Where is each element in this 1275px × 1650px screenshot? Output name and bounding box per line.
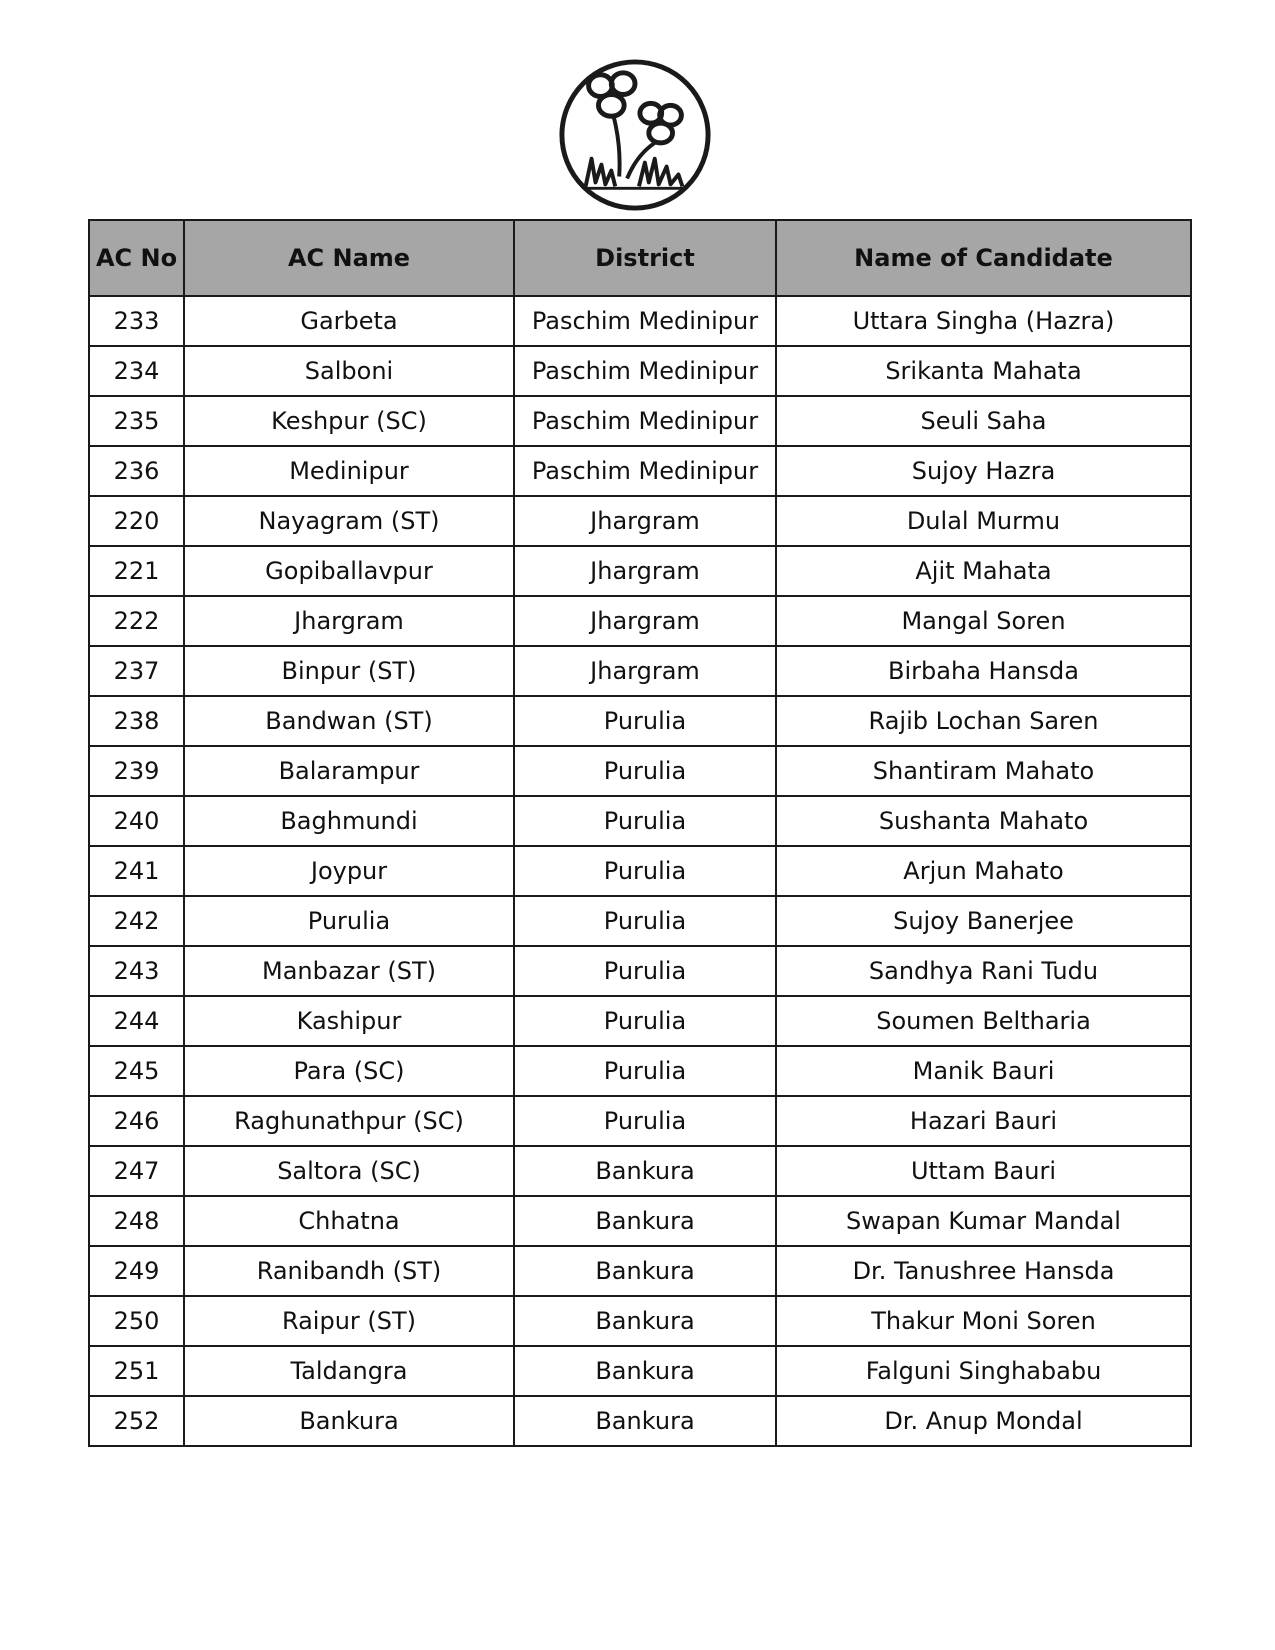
cell-district: Bankura: [514, 1146, 776, 1196]
cell-ac-no: 251: [89, 1346, 184, 1396]
table-row: [89, 396, 1191, 446]
cell-ac-no: 239: [89, 746, 184, 796]
cell-ac-no: 249: [89, 1246, 184, 1296]
cell-ac-name: Taldangra: [184, 1346, 514, 1396]
cell-district: Paschim Medinipur: [514, 346, 776, 396]
cell-district: Bankura: [514, 1296, 776, 1346]
cell-ac-no: 241: [89, 846, 184, 896]
table-row: [89, 1246, 1191, 1296]
cell-ac-name: Binpur (ST): [184, 646, 514, 696]
cell-district: Purulia: [514, 746, 776, 796]
cell-ac-name: Bandwan (ST): [184, 696, 514, 746]
cell-ac-no: 233: [89, 296, 184, 346]
cell-candidate: Dulal Murmu: [776, 496, 1191, 546]
cell-candidate: Ajit Mahata: [776, 546, 1191, 596]
cell-ac-name: Garbeta: [184, 296, 514, 346]
cell-candidate: Uttara Singha (Hazra): [776, 296, 1191, 346]
cell-ac-name: Saltora (SC): [184, 1146, 514, 1196]
cell-district: Bankura: [514, 1346, 776, 1396]
table-header: [89, 220, 1191, 296]
cell-candidate: Falguni Singhababu: [776, 1346, 1191, 1396]
table-row: [89, 1296, 1191, 1346]
table-body: [89, 296, 1191, 1446]
table-row: [89, 446, 1191, 496]
cell-candidate: Sujoy Hazra: [776, 446, 1191, 496]
table-row: [89, 596, 1191, 646]
cell-ac-no: 221: [89, 546, 184, 596]
cell-ac-no: 238: [89, 696, 184, 746]
column-header-ac-no: AC No: [89, 220, 184, 296]
cell-candidate: Dr. Anup Mondal: [776, 1396, 1191, 1446]
cell-ac-no: 236: [89, 446, 184, 496]
table-row: [89, 1196, 1191, 1246]
cell-district: Bankura: [514, 1396, 776, 1446]
cell-candidate: Sujoy Banerjee: [776, 896, 1191, 946]
table-row: [89, 546, 1191, 596]
cell-district: Purulia: [514, 796, 776, 846]
cell-ac-name: Chhatna: [184, 1196, 514, 1246]
cell-candidate: Srikanta Mahata: [776, 346, 1191, 396]
cell-ac-no: 247: [89, 1146, 184, 1196]
cell-ac-no: 245: [89, 1046, 184, 1096]
cell-ac-name: Nayagram (ST): [184, 496, 514, 546]
cell-ac-name: Raipur (ST): [184, 1296, 514, 1346]
cell-district: Purulia: [514, 946, 776, 996]
table-row: [89, 746, 1191, 796]
cell-district: Purulia: [514, 996, 776, 1046]
cell-candidate: Soumen Beltharia: [776, 996, 1191, 1046]
table-row: [89, 846, 1191, 896]
cell-ac-no: 252: [89, 1396, 184, 1446]
table-row: [89, 1346, 1191, 1396]
cell-district: Purulia: [514, 846, 776, 896]
cell-ac-no: 237: [89, 646, 184, 696]
table-row: [89, 496, 1191, 546]
cell-ac-no: 234: [89, 346, 184, 396]
cell-candidate: Hazari Bauri: [776, 1096, 1191, 1146]
cell-district: Purulia: [514, 1046, 776, 1096]
cell-district: Jhargram: [514, 596, 776, 646]
cell-district: Purulia: [514, 696, 776, 746]
cell-district: Purulia: [514, 1096, 776, 1146]
twin-flowers-emblem-icon: [554, 56, 716, 214]
cell-ac-name: Gopiballavpur: [184, 546, 514, 596]
cell-ac-name: Joypur: [184, 846, 514, 896]
table-header-row: [89, 220, 1191, 296]
table-row: [89, 1146, 1191, 1196]
cell-candidate: Sushanta Mahato: [776, 796, 1191, 846]
cell-ac-name: Manbazar (ST): [184, 946, 514, 996]
column-header-district: District: [514, 220, 776, 296]
cell-ac-no: 248: [89, 1196, 184, 1246]
cell-district: Paschim Medinipur: [514, 296, 776, 346]
cell-ac-no: 244: [89, 996, 184, 1046]
table-row: [89, 946, 1191, 996]
cell-ac-no: 235: [89, 396, 184, 446]
table-row: [89, 796, 1191, 846]
table-row: [89, 1046, 1191, 1096]
cell-candidate: Thakur Moni Soren: [776, 1296, 1191, 1346]
table-row: [89, 646, 1191, 696]
cell-ac-no: 220: [89, 496, 184, 546]
table-row: [89, 696, 1191, 746]
table-row: [89, 1096, 1191, 1146]
cell-candidate: Sandhya Rani Tudu: [776, 946, 1191, 996]
party-logo: [554, 56, 716, 214]
cell-candidate: Uttam Bauri: [776, 1146, 1191, 1196]
table-row: [89, 1396, 1191, 1446]
cell-candidate: Birbaha Hansda: [776, 646, 1191, 696]
cell-ac-name: Para (SC): [184, 1046, 514, 1096]
cell-district: Purulia: [514, 896, 776, 946]
cell-candidate: Shantiram Mahato: [776, 746, 1191, 796]
cell-ac-name: Keshpur (SC): [184, 396, 514, 446]
cell-district: Paschim Medinipur: [514, 396, 776, 446]
table-row: [89, 896, 1191, 946]
cell-candidate: Seuli Saha: [776, 396, 1191, 446]
cell-candidate: Mangal Soren: [776, 596, 1191, 646]
cell-candidate: Manik Bauri: [776, 1046, 1191, 1096]
cell-district: Jhargram: [514, 646, 776, 696]
cell-ac-name: Raghunathpur (SC): [184, 1096, 514, 1146]
cell-candidate: Rajib Lochan Saren: [776, 696, 1191, 746]
cell-ac-name: Purulia: [184, 896, 514, 946]
cell-ac-no: 222: [89, 596, 184, 646]
cell-candidate: Dr. Tanushree Hansda: [776, 1246, 1191, 1296]
cell-district: Jhargram: [514, 546, 776, 596]
cell-ac-name: Balarampur: [184, 746, 514, 796]
table-row: [89, 996, 1191, 1046]
cell-district: Jhargram: [514, 496, 776, 546]
cell-ac-no: 243: [89, 946, 184, 996]
cell-ac-no: 250: [89, 1296, 184, 1346]
candidate-list-table: [88, 219, 1192, 1447]
cell-district: Bankura: [514, 1196, 776, 1246]
cell-ac-name: Ranibandh (ST): [184, 1246, 514, 1296]
cell-ac-name: Medinipur: [184, 446, 514, 496]
cell-ac-name: Jhargram: [184, 596, 514, 646]
cell-district: Paschim Medinipur: [514, 446, 776, 496]
cell-candidate: Arjun Mahato: [776, 846, 1191, 896]
cell-district: Bankura: [514, 1246, 776, 1296]
cell-ac-name: Salboni: [184, 346, 514, 396]
cell-ac-name: Baghmundi: [184, 796, 514, 846]
cell-ac-no: 240: [89, 796, 184, 846]
column-header-ac-name: AC Name: [184, 220, 514, 296]
table-row: [89, 346, 1191, 396]
column-header-candidate: Name of Candidate: [776, 220, 1191, 296]
table-row: [89, 296, 1191, 346]
cell-candidate: Swapan Kumar Mandal: [776, 1196, 1191, 1246]
cell-ac-no: 242: [89, 896, 184, 946]
cell-ac-name: Bankura: [184, 1396, 514, 1446]
cell-ac-name: Kashipur: [184, 996, 514, 1046]
cell-ac-no: 246: [89, 1096, 184, 1146]
